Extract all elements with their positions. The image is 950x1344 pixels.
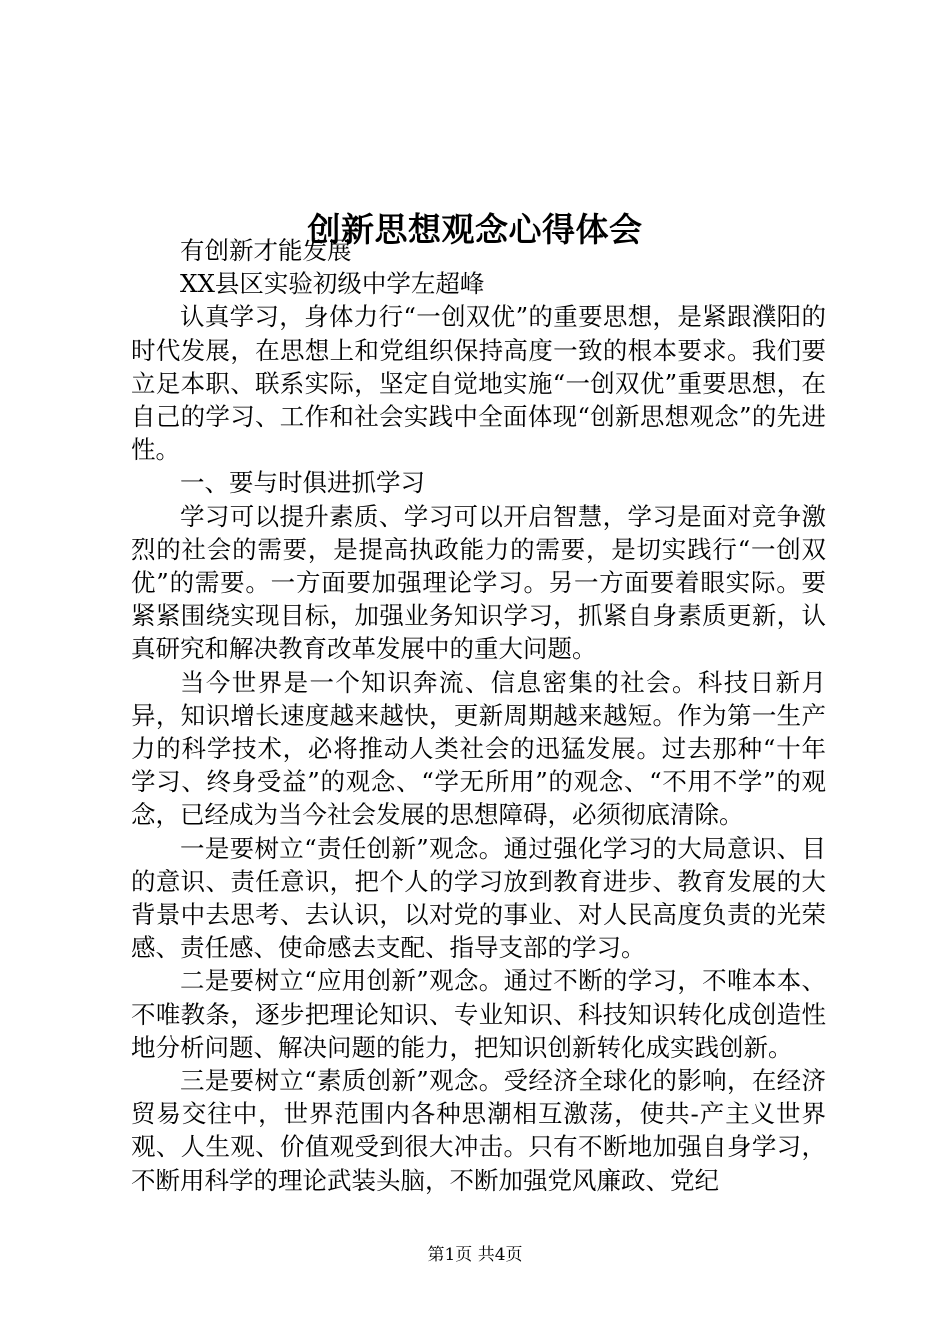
paragraph: 一是要树立“责任创新”观念。通过强化学习的大局意识、目的意识、责任意识，把个人的学习放到教育进步、教育发展的大背景中去思考、去认识，以对党的事业、对人民高度负责的光荣感、责任感、使命感去支配、指导支部的学习。 xyxy=(131,833,826,963)
page-title: 创新思想观念心得体会 xyxy=(307,210,643,250)
paragraph-subtitle: 有创新才能发展 xyxy=(180,236,352,265)
document-body xyxy=(131,234,826,1197)
paragraph: 二是要树立“应用创新”观念。通过不断的学习，不唯本本、不唯教条，逐步把理论知识、专业知识、科技知识转化成创造性地分析问题、解决问题的能力，把知识创新转化成实践创新。 xyxy=(131,966,826,1062)
page-footer: 第1页 共4页 xyxy=(427,1245,523,1265)
paragraph: 认真学习，身体力行“一创双优”的重要思想，是紧跟濮阳的时代发展，在思想上和党组织保持高度一致的根本要求。我们要立足本职、联系实际，坚定自觉地实施“一创双优”重要思想，在自己的学习、工作和社会实践中全面体现“创新思想观念”的先进性。 xyxy=(131,302,826,465)
paragraph-author: XX县区实验初级中学左超峰 xyxy=(180,269,485,299)
paragraph: 当今世界是一个知识奔流、信息密集的社会。科技日新月异，知识增长速度越来越快，更新周期越来越短。作为第一生产力的科学技术，必将推动人类社会的迅猛发展。过去那种“十年学习、终身受益”的观念、“学无所用”的观念、“不用不学”的观念，已经成为当今社会发展的思想障碍，必须彻底清除。 xyxy=(131,667,826,830)
paragraph: 三是要树立“素质创新”观念。受经济全球化的影响，在经济贸易交往中，世界范围内各种思潮相互激荡，使共-产主义世界观、人生观、价值观受到很大冲击。只有不断地加强自身学习，不断用科学的理论武装头脑，不断加强党风廉政、党纪 xyxy=(131,1066,826,1195)
section-heading: 一、要与时俱进抓学习 xyxy=(180,468,425,498)
paragraph: 学习可以提升素质、学习可以开启智慧，学习是面对竞争激烈的社会的需要，是提高执政能力的需要，是切实践行“一创双优”的需要。一方面要加强理论学习。另一方面要着眼实际。要紧紧围绕实现目标，加强业务知识学习，抓紧自身素质更新，认真研究和解决教育改革发展中的重大问题。 xyxy=(131,501,826,664)
